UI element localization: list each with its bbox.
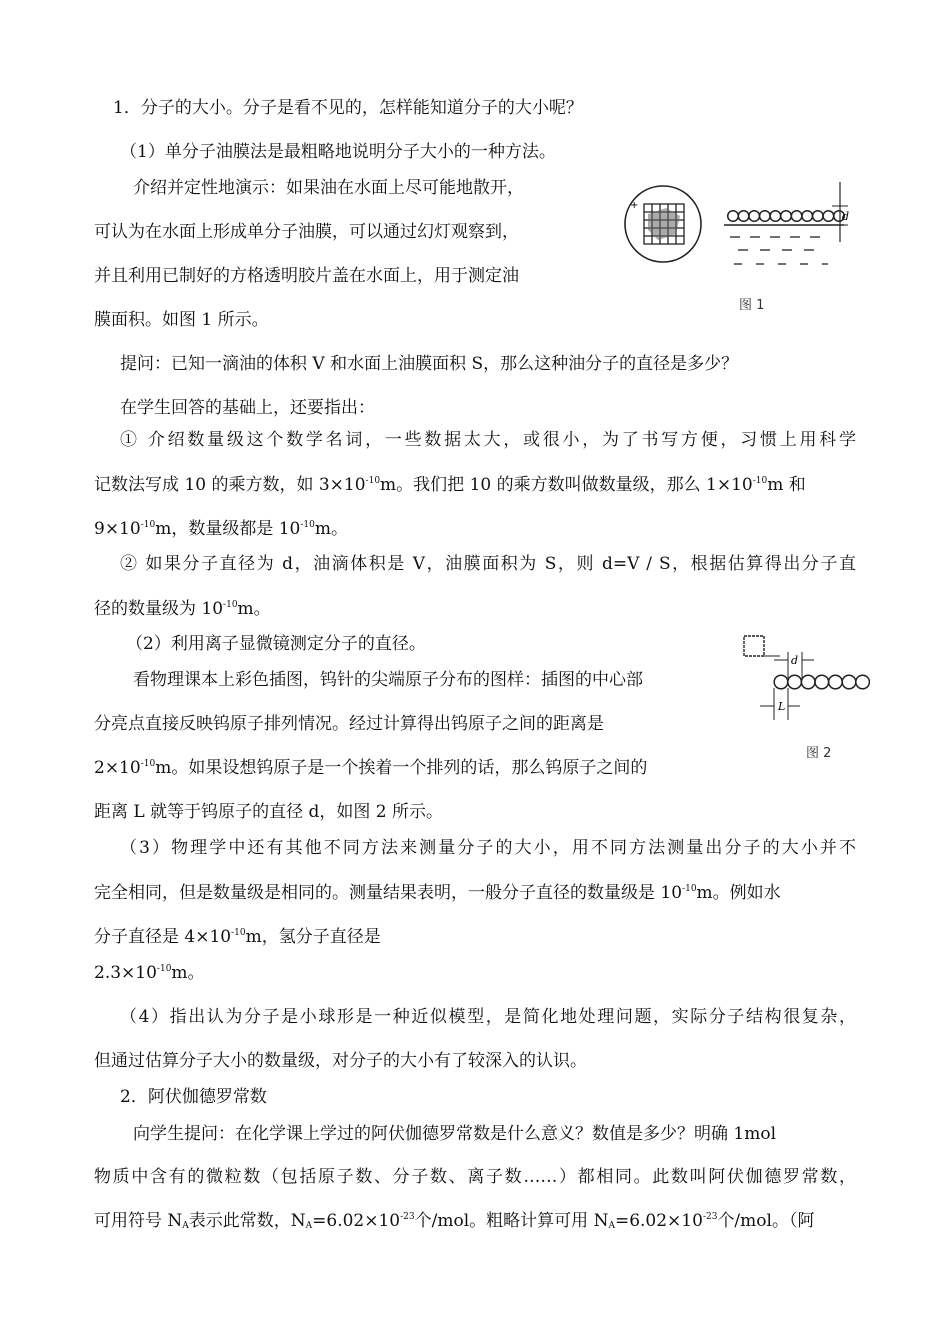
paragraph-line: 分亮点直接反映钨原子排列情况。经过计算得出钨原子之间的距离是 <box>94 714 604 734</box>
tungsten-atom <box>842 675 856 689</box>
figure-1-d-label: d <box>842 210 850 223</box>
oil-molecule <box>728 211 739 222</box>
section2-line: 物质中含有的微粒数（包括原子数、分子数、离子数……）都相同。此数叫阿伏伽德罗常数， <box>94 1167 856 1187</box>
paragraph-line: 可认为在水面上形成单分子油膜，可以通过幻灯观察到， <box>94 222 519 242</box>
point2-line: 径的数量级为 $10^{-10}m$。 <box>94 599 271 619</box>
oil-molecule <box>781 211 792 222</box>
figure-2-l-label: L <box>778 700 786 713</box>
section2-line: 可用符号 $N_A$表示此常数，$N_A=6.02\times 10^{-23}$个/mol。粗略计算可用 $N_A=6.02\times 10^{-23}$个/mol。（阿 <box>94 1211 815 1231</box>
method2-title: （2）利用离子显微镜测定分子的直径。 <box>126 634 426 654</box>
paragraph-line: $2\times 10^{-10}m$。如果设想钨原子是一个挨着一个排列的话，那么钨原子之间的 <box>94 758 648 778</box>
figure-2-tungsten-atoms-diagram <box>738 630 870 760</box>
tungsten-atom <box>815 675 829 689</box>
point1-line: $9\times 10^{-10}m$，数量级都是 $10^{-10}m$。 <box>94 519 348 539</box>
oil-molecule <box>813 211 824 222</box>
paragraph-line: 看物理课本上彩色插图，钨针的尖端原子分布的图样：插图的中心部 <box>133 670 643 690</box>
method4-line: （4）指出认为分子是小球形是一种近似模型，是简化地处理问题，实际分子结构很复杂， <box>120 1007 856 1027</box>
answer-intro: 在学生回答的基础上，还要指出： <box>120 398 375 418</box>
oil-molecule <box>749 211 760 222</box>
oil-molecule <box>791 211 802 222</box>
point2-line: ② 如果分子直径为 d，油滴体积是 V，油膜面积为 S，则 d=V / S，根据估算得出分子直 <box>120 554 856 574</box>
section2-heading: 2．阿伏伽德罗常数 <box>120 1087 267 1107</box>
figure-1-oil-film-diagram <box>618 182 863 307</box>
figure-2-caption: 图 2 <box>806 746 832 761</box>
section2-line: 向学生提问：在化学课上学过的阿伏伽德罗常数是什么意义？数值是多少？明确 1mol <box>133 1124 777 1144</box>
method4-line: 但通过估算分子大小的数量级，对分子的大小有了较深入的认识。 <box>94 1051 587 1071</box>
tungsten-atom <box>774 675 788 689</box>
point1-line: ① 介绍数量级这个数学名词，一些数据太大，或很小，为了书写方便，习惯上用科学 <box>120 430 856 450</box>
point1-line: 记数法写成 10 的乘方数，如 $3\times 10^{-10}m$。我们把 10 的乘方数叫做数量级，那么 $1\times 10^{-10}m$ 和 <box>94 475 806 495</box>
tungsten-atom <box>829 675 843 689</box>
method1-title: （1）单分子油膜法是最粗略地说明分子大小的一种方法。 <box>120 142 556 162</box>
figure-1-caption: 图 1 <box>739 298 765 313</box>
oil-molecule <box>770 211 781 222</box>
section1-heading: 1．分子的大小。分子是看不见的，怎样能知道分子的大小呢？ <box>113 98 583 118</box>
oil-molecule <box>802 211 813 222</box>
tungsten-atom <box>856 675 870 689</box>
method3-line: $2.3\times 10^{-10}m$。 <box>94 963 205 983</box>
paragraph-line: 距离 L 就等于钨原子的直径 d，如图 2 所示。 <box>94 802 444 822</box>
paragraph-line: 并且利用已制好的方格透明胶片盖在水面上，用于测定油 <box>94 266 519 286</box>
paragraph-line: 膜面积。如图 1 所示。 <box>94 310 269 330</box>
method3-line: （3）物理学中还有其他不同方法来测量分子的大小，用不同方法测量出分子的大小并不 <box>120 838 856 858</box>
method3-line: 分子直径是 $4\times 10^{-10}m$，氢分子直径是 <box>94 927 381 947</box>
tungsten-atom <box>788 675 802 689</box>
figure-2-d-label: d <box>791 654 799 667</box>
paragraph-line: 介绍并定性地演示：如果油在水面上尽可能地散开， <box>133 178 524 198</box>
method3-line: 完全相同，但是数量级是相同的。测量结果表明，一般分子直径的数量级是 $10^{-10}m$。例如水 <box>94 883 781 903</box>
svg-text:+: + <box>630 200 639 211</box>
question-line: 提问：已知一滴油的体积 V 和水面上油膜面积 S，那么这种油分子的直径是多少？ <box>120 354 739 374</box>
tungsten-atom <box>801 675 815 689</box>
oil-molecule <box>738 211 749 222</box>
oil-molecule <box>823 211 834 222</box>
oil-molecule <box>760 211 771 222</box>
